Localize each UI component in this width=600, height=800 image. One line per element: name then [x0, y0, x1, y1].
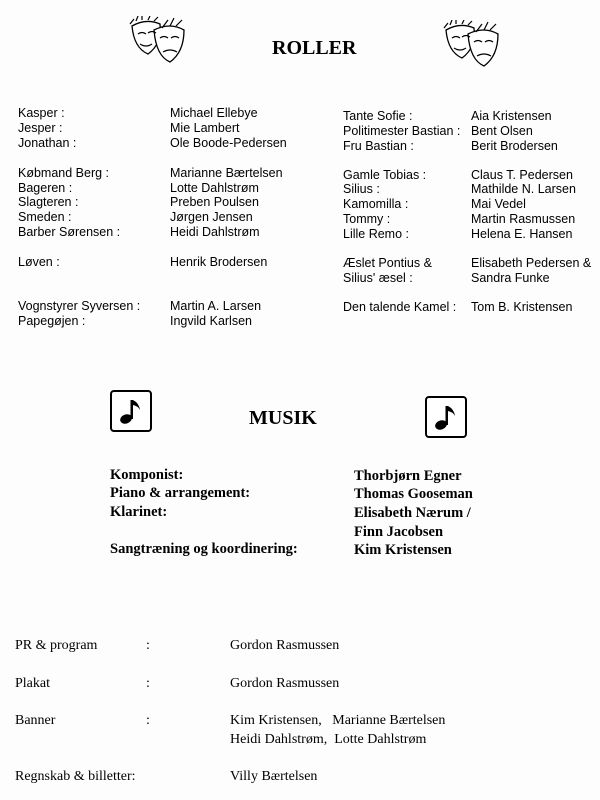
- musik-label: Klarinet:: [110, 504, 168, 520]
- cast-role: Den talende Kamel :: [343, 300, 457, 314]
- musik-value: Elisabeth Nærum /: [354, 505, 471, 521]
- cast-role: Politimester Bastian :: [343, 124, 461, 138]
- musik-title: MUSIK: [249, 407, 317, 429]
- theatre-masks-icon: [126, 16, 190, 66]
- credit-value: Villy Bærtelsen: [230, 769, 318, 784]
- cast-role: Jonathan :: [18, 136, 77, 150]
- cast-role: Kamomilla :: [343, 197, 409, 211]
- cast-actor: Michael Ellebye: [170, 106, 258, 120]
- cast-role: Jesper :: [18, 121, 63, 135]
- cast-role: Papegøjen :: [18, 314, 86, 328]
- credit-value: Kim Kristensen, Marianne Bærtelsen: [230, 713, 446, 728]
- cast-actor: Aia Kristensen: [471, 109, 552, 123]
- cast-actor: Berit Brodersen: [471, 139, 558, 153]
- cast-actor: Ingvild Karlsen: [170, 314, 252, 328]
- cast-actor: Sandra Funke: [471, 271, 550, 285]
- cast-role: Tommy :: [343, 212, 391, 226]
- cast-actor: Mie Lambert: [170, 121, 240, 135]
- credit-value: Gordon Rasmussen: [230, 638, 340, 653]
- cast-role: Gamle Tobias :: [343, 168, 427, 182]
- cast-actor: Martin Rasmussen: [471, 212, 576, 226]
- musik-value: Kim Kristensen: [354, 542, 452, 558]
- credit-colon: :: [146, 713, 150, 728]
- cast-actor: Ole Boode-Pedersen: [170, 136, 287, 150]
- cast-actor: Marianne Bærtelsen: [170, 166, 283, 180]
- cast-role: Tante Sofie :: [343, 109, 413, 123]
- credit-label: Regnskab & billetter:: [15, 769, 136, 784]
- cast-actor: Bent Olsen: [471, 124, 533, 138]
- cast-actor: Mai Vedel: [471, 197, 526, 211]
- credit-label: PR & program: [15, 638, 98, 653]
- credit-value: Gordon Rasmussen: [230, 676, 340, 691]
- cast-role: Barber Sørensen :: [18, 225, 121, 239]
- credit-value: Heidi Dahlstrøm, Lotte Dahlstrøm: [230, 732, 427, 747]
- cast-role: Æslet Pontius &: [343, 256, 432, 270]
- musik-label: Komponist:: [110, 467, 184, 483]
- cast-role: Fru Bastian :: [343, 139, 414, 153]
- cast-role: Løven :: [18, 255, 60, 269]
- cast-role: Kasper :: [18, 106, 65, 120]
- credit-label: Plakat: [15, 676, 50, 691]
- credit-colon: :: [146, 638, 150, 653]
- cast-actor: Henrik Brodersen: [170, 255, 268, 269]
- cast-role: Købmand Berg :: [18, 166, 110, 180]
- cast-actor: Lotte Dahlstrøm: [170, 181, 259, 195]
- cast-actor: Claus T. Pedersen: [471, 168, 573, 182]
- cast-actor: Martin A. Larsen: [170, 299, 262, 313]
- cast-role: Slagteren :: [18, 195, 79, 209]
- musik-value: Thorbjørn Egner: [354, 468, 462, 484]
- cast-actor: Tom B. Kristensen: [471, 300, 573, 314]
- cast-role: Vognstyrer Syversen :: [18, 299, 141, 313]
- cast-actor: Preben Poulsen: [170, 195, 259, 209]
- cast-actor: Helena E. Hansen: [471, 227, 573, 241]
- cast-role: Lille Remo :: [343, 227, 409, 241]
- cast-role: Smeden :: [18, 210, 72, 224]
- music-note-icon: [110, 390, 152, 432]
- cast-role: Bageren :: [18, 181, 73, 195]
- cast-role: Silius :: [343, 182, 380, 196]
- cast-actor: Jørgen Jensen: [170, 210, 253, 224]
- cast-role: Silius' æsel :: [343, 271, 413, 285]
- musik-value: Finn Jacobsen: [354, 524, 444, 540]
- musik-label: Piano & arrangement:: [110, 485, 251, 501]
- cast-actor: Mathilde N. Larsen: [471, 182, 576, 196]
- credit-label: Banner: [15, 713, 56, 728]
- theatre-masks-icon: [440, 20, 504, 70]
- credit-colon: :: [146, 676, 150, 691]
- musik-value: Thomas Gooseman: [354, 486, 473, 502]
- music-note-icon: [425, 396, 467, 438]
- musik-label: Sangtræning og koordinering:: [110, 541, 298, 557]
- cast-actor: Heidi Dahlstrøm: [170, 225, 260, 239]
- roller-title: ROLLER: [272, 37, 357, 59]
- cast-actor: Elisabeth Pedersen &: [471, 256, 592, 270]
